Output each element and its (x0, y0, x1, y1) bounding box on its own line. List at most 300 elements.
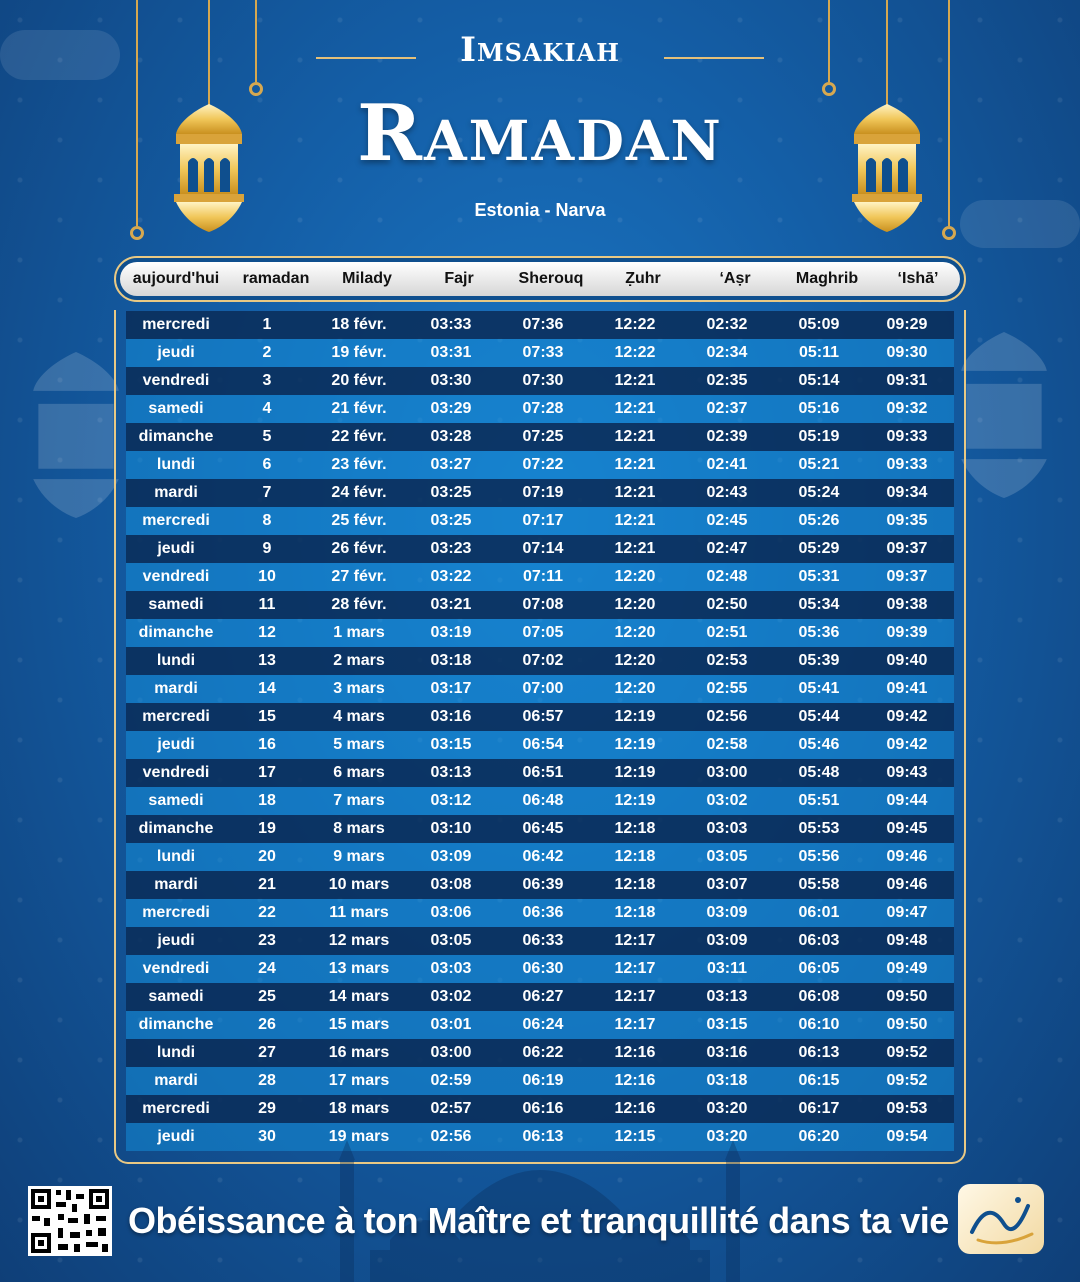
cell-asr: 03:05 (706, 848, 748, 865)
cell-milady: 14 mars (328, 988, 390, 1005)
cell-milady: 18 févr. (331, 316, 387, 333)
cell-milady: 8 mars (333, 820, 385, 837)
cell-ramadan: 25 (258, 988, 276, 1005)
cell-maghrib: 05:39 (798, 652, 840, 669)
cell-fajr: 03:12 (430, 792, 472, 809)
table-row (126, 983, 954, 1011)
cell-milady: 13 mars (328, 960, 390, 977)
cell-ramadan: 7 (262, 484, 272, 501)
cell-asr: 02:35 (706, 372, 748, 389)
cell-zuhr: 12:22 (614, 316, 656, 333)
cell-sherouq: 07:33 (522, 344, 564, 361)
cell-milady: 5 mars (333, 736, 385, 753)
cell-fajr: 03:10 (430, 820, 472, 837)
cell-maghrib: 05:26 (798, 512, 840, 529)
cell-zuhr: 12:21 (614, 400, 656, 417)
table-row (126, 1067, 954, 1095)
cell-sherouq: 06:16 (522, 1100, 564, 1117)
cell-milady: 18 mars (328, 1100, 390, 1117)
cell-zuhr: 12:22 (614, 344, 656, 361)
cell-asr: 02:58 (706, 736, 748, 753)
page-subtitle: Imsakiah (460, 30, 620, 70)
cell-maghrib: 06:01 (798, 904, 840, 921)
cell-sherouq: 06:57 (522, 708, 564, 725)
timetable-body (126, 311, 954, 1151)
cell-asr: 02:53 (706, 652, 748, 669)
cell-isha: 09:35 (886, 512, 928, 529)
cell-maghrib: 06:15 (798, 1072, 840, 1089)
cell-zuhr: 12:19 (614, 792, 656, 809)
cell-zuhr: 12:17 (614, 1016, 656, 1033)
cell-ramadan: 10 (258, 568, 276, 585)
cell-fajr: 03:05 (430, 932, 472, 949)
cell-fajr: 03:00 (430, 1044, 472, 1061)
cell-day: lundi (156, 652, 196, 669)
cell-isha: 09:33 (886, 428, 928, 445)
cell-fajr: 03:25 (430, 512, 472, 529)
cell-milady: 4 mars (333, 708, 385, 725)
cell-milady: 12 mars (328, 932, 390, 949)
cell-sherouq: 07:36 (522, 316, 564, 333)
header-milady: Milady (342, 270, 392, 287)
cell-zuhr: 12:21 (614, 456, 656, 473)
header-isha: ʻIshāʼ (897, 270, 939, 287)
cell-asr: 02:56 (706, 708, 748, 725)
cell-zuhr: 12:18 (614, 876, 656, 893)
cell-zuhr: 12:20 (614, 568, 656, 585)
cell-maghrib: 06:10 (798, 1016, 840, 1033)
cell-ramadan: 14 (258, 680, 276, 697)
cell-asr: 03:07 (706, 876, 748, 893)
cell-milady: 2 mars (333, 652, 385, 669)
cell-isha: 09:29 (886, 316, 928, 333)
cell-isha: 09:42 (886, 736, 928, 753)
cell-isha: 09:49 (886, 960, 928, 977)
cell-asr: 03:02 (706, 792, 748, 809)
cell-milady: 28 févr. (331, 596, 387, 613)
cell-maghrib: 06:03 (798, 932, 840, 949)
table-row (126, 955, 954, 983)
cell-maghrib: 05:14 (798, 372, 840, 389)
cell-fajr: 03:17 (430, 680, 472, 697)
cell-fajr: 03:28 (430, 428, 472, 445)
cell-zuhr: 12:16 (614, 1072, 656, 1089)
cell-day: jeudi (157, 540, 195, 557)
cell-zuhr: 12:20 (614, 624, 656, 641)
cell-ramadan: 27 (258, 1044, 276, 1061)
cell-asr: 03:15 (706, 1016, 748, 1033)
cell-zuhr: 12:17 (614, 932, 656, 949)
cell-sherouq: 06:45 (522, 820, 564, 837)
cell-maghrib: 05:46 (798, 736, 840, 753)
cell-asr: 03:20 (706, 1128, 748, 1145)
header-day: aujourd'hui (132, 270, 220, 287)
cell-maghrib: 05:16 (798, 400, 840, 417)
cell-day: vendredi (142, 372, 210, 389)
cell-zuhr: 12:18 (614, 848, 656, 865)
cell-ramadan: 4 (262, 400, 272, 417)
cell-sherouq: 06:27 (522, 988, 564, 1005)
cell-ramadan: 13 (258, 652, 276, 669)
table-row (126, 451, 954, 479)
cell-day: mercredi (142, 1100, 210, 1117)
cell-milady: 3 mars (333, 680, 385, 697)
cell-isha: 09:33 (886, 456, 928, 473)
cell-day: mardi (154, 876, 198, 893)
cell-asr: 02:43 (706, 484, 748, 501)
table-row (126, 731, 954, 759)
cell-day: mercredi (142, 708, 210, 725)
cell-fajr: 03:08 (430, 876, 472, 893)
cell-asr: 03:09 (706, 932, 748, 949)
cell-ramadan: 6 (262, 456, 272, 473)
cell-milady: 26 févr. (331, 540, 387, 557)
ghost-lantern-left-icon (28, 350, 124, 520)
cell-isha: 09:54 (886, 1128, 928, 1145)
cell-maghrib: 06:08 (798, 988, 840, 1005)
table-row (126, 703, 954, 731)
cell-day: lundi (156, 1044, 196, 1061)
app-logo-icon[interactable] (958, 1184, 1044, 1254)
table-row (126, 899, 954, 927)
cell-asr: 03:09 (706, 904, 748, 921)
cell-asr: 02:41 (706, 456, 748, 473)
cell-asr: 02:39 (706, 428, 748, 445)
table-row (126, 479, 954, 507)
cell-fajr: 03:01 (430, 1016, 472, 1033)
cell-zuhr: 12:19 (614, 764, 656, 781)
cell-isha: 09:50 (886, 1016, 928, 1033)
cell-day: samedi (148, 792, 204, 809)
cell-fajr: 03:23 (430, 540, 472, 557)
cell-maghrib: 05:34 (798, 596, 840, 613)
cell-fajr: 03:09 (430, 848, 472, 865)
cell-day: vendredi (142, 764, 210, 781)
cell-day: vendredi (142, 568, 210, 585)
cell-sherouq: 06:51 (522, 764, 564, 781)
cell-ramadan: 29 (258, 1100, 276, 1117)
cell-zuhr: 12:21 (614, 540, 656, 557)
cell-fajr: 03:13 (430, 764, 472, 781)
qr-code-icon[interactable] (28, 1186, 112, 1256)
cell-isha: 09:43 (886, 764, 928, 781)
cell-milady: 11 mars (329, 904, 389, 921)
cell-sherouq: 07:11 (522, 568, 564, 585)
cell-sherouq: 06:22 (522, 1044, 564, 1061)
ghost-lantern-right-icon (956, 330, 1052, 500)
cell-zuhr: 12:15 (614, 1128, 656, 1145)
table-row (126, 1011, 954, 1039)
table-row (126, 507, 954, 535)
cell-isha: 09:37 (886, 568, 928, 585)
cell-maghrib: 05:24 (798, 484, 840, 501)
cell-milady: 16 mars (328, 1044, 390, 1061)
logo-calligraphy-icon (958, 1184, 1044, 1254)
cell-fajr: 03:16 (430, 708, 472, 725)
cell-day: mardi (154, 1072, 198, 1089)
footer-slogan: Obéissance à ton Maître et tranquillité dans ta vie (128, 1200, 949, 1241)
cell-isha: 09:53 (886, 1100, 928, 1117)
page-title: Ramadan (357, 88, 723, 179)
cell-day: samedi (148, 400, 204, 417)
cell-zuhr: 12:20 (614, 596, 656, 613)
cell-ramadan: 1 (262, 316, 272, 333)
cell-maghrib: 05:09 (798, 316, 840, 333)
cell-zuhr: 12:18 (614, 904, 656, 921)
ring-left-1 (130, 226, 144, 240)
cell-sherouq: 06:36 (522, 904, 564, 921)
cell-isha: 09:44 (886, 792, 928, 809)
cell-sherouq: 07:28 (522, 400, 564, 417)
cell-sherouq: 06:39 (522, 876, 564, 893)
cell-isha: 09:34 (886, 484, 928, 501)
header-asr: ʻAṣr (719, 270, 751, 287)
cell-day: mercredi (142, 512, 210, 529)
cell-milady: 20 févr. (331, 372, 387, 389)
table-row (126, 367, 954, 395)
cell-zuhr: 12:21 (614, 428, 656, 445)
cell-zuhr: 12:17 (614, 988, 656, 1005)
cell-ramadan: 2 (262, 344, 272, 361)
cell-zuhr: 12:19 (614, 708, 656, 725)
cell-milady: 1 mars (333, 624, 385, 641)
cell-zuhr: 12:20 (614, 652, 656, 669)
table-row (126, 815, 954, 843)
cell-sherouq: 06:42 (522, 848, 564, 865)
cell-fajr: 03:03 (430, 960, 472, 977)
table-row (126, 843, 954, 871)
cell-sherouq: 06:48 (522, 792, 564, 809)
cell-fajr: 03:06 (430, 904, 472, 921)
cell-ramadan: 18 (258, 792, 276, 809)
cell-maghrib: 05:11 (798, 344, 840, 361)
cell-day: mardi (154, 680, 198, 697)
cell-ramadan: 5 (262, 428, 272, 445)
cell-isha: 09:52 (886, 1072, 928, 1089)
cell-fajr: 03:33 (430, 316, 472, 333)
cell-zuhr: 12:19 (614, 736, 656, 753)
cell-sherouq: 07:25 (522, 428, 564, 445)
cell-fajr: 02:59 (430, 1072, 472, 1089)
cell-milady: 9 mars (333, 848, 385, 865)
cell-ramadan: 19 (258, 820, 276, 837)
cell-sherouq: 06:13 (522, 1128, 564, 1145)
cell-sherouq: 06:33 (522, 932, 564, 949)
cell-ramadan: 23 (258, 932, 276, 949)
cell-maghrib: 05:58 (798, 876, 840, 893)
cell-asr: 02:48 (706, 568, 748, 585)
cell-milady: 6 mars (333, 764, 385, 781)
cell-milady: 19 févr. (331, 344, 387, 361)
cell-sherouq: 07:22 (522, 456, 564, 473)
cell-day: samedi (148, 596, 204, 613)
cell-maghrib: 05:36 (798, 624, 840, 641)
table-row (126, 675, 954, 703)
cell-sherouq: 07:17 (522, 512, 564, 529)
table-header-bar (114, 256, 966, 302)
cell-sherouq: 07:05 (522, 624, 564, 641)
cell-ramadan: 17 (258, 764, 276, 781)
cell-sherouq: 06:54 (522, 736, 564, 753)
cell-ramadan: 22 (258, 904, 276, 921)
cell-ramadan: 24 (258, 960, 276, 977)
table-row (126, 423, 954, 451)
cell-asr: 02:47 (706, 540, 748, 557)
cell-maghrib: 05:21 (798, 456, 840, 473)
cell-maghrib: 06:17 (798, 1100, 840, 1117)
cell-fajr: 03:22 (430, 568, 472, 585)
cell-day: mercredi (142, 316, 210, 333)
cell-day: dimanche (138, 820, 214, 837)
cell-zuhr: 12:17 (614, 960, 656, 977)
cell-milady: 17 mars (328, 1072, 390, 1089)
cell-ramadan: 15 (258, 708, 276, 725)
cell-isha: 09:32 (886, 400, 928, 417)
cell-asr: 02:32 (706, 316, 748, 333)
cell-zuhr: 12:20 (614, 680, 656, 697)
cell-ramadan: 20 (258, 848, 276, 865)
cell-maghrib: 05:51 (798, 792, 840, 809)
cell-maghrib: 05:44 (798, 708, 840, 725)
title-subtitle-wrap (0, 30, 1080, 70)
cell-asr: 03:16 (706, 1044, 748, 1061)
cell-maghrib: 05:56 (798, 848, 840, 865)
cell-sherouq: 06:24 (522, 1016, 564, 1033)
cell-day: jeudi (157, 736, 195, 753)
cell-ramadan: 26 (258, 1016, 276, 1033)
cell-day: vendredi (142, 960, 210, 977)
cell-day: jeudi (157, 1128, 195, 1145)
table-row (126, 619, 954, 647)
cell-asr: 03:11 (706, 960, 748, 977)
cell-asr: 02:51 (706, 624, 748, 641)
cell-day: jeudi (157, 344, 195, 361)
cell-milady: 7 mars (333, 792, 385, 809)
cell-isha: 09:37 (886, 540, 928, 557)
cell-milady: 21 févr. (331, 400, 387, 417)
table-row (126, 311, 954, 339)
cell-ramadan: 11 (258, 596, 276, 613)
cell-day: lundi (156, 456, 196, 473)
table-row (126, 395, 954, 423)
header-fajr: Fajr (444, 270, 474, 287)
cell-sherouq: 07:02 (522, 652, 564, 669)
cell-maghrib: 06:20 (798, 1128, 840, 1145)
cell-asr: 02:55 (706, 680, 748, 697)
cell-asr: 03:18 (706, 1072, 748, 1089)
cell-ramadan: 16 (258, 736, 276, 753)
cell-maghrib: 05:41 (798, 680, 840, 697)
cell-isha: 09:41 (886, 680, 928, 697)
cell-isha: 09:52 (886, 1044, 928, 1061)
table-row (126, 759, 954, 787)
table-header (120, 262, 960, 296)
cell-zuhr: 12:18 (614, 820, 656, 837)
cell-fajr: 03:27 (430, 456, 472, 473)
cell-milady: 19 mars (328, 1128, 390, 1145)
table-row (126, 871, 954, 899)
ring-right-1 (942, 226, 956, 240)
cell-fajr: 02:57 (430, 1100, 472, 1117)
cell-day: mardi (154, 484, 198, 501)
cell-ramadan: 3 (262, 372, 272, 389)
cell-isha: 09:39 (886, 624, 928, 641)
cell-isha: 09:45 (886, 820, 928, 837)
cell-isha: 09:46 (886, 848, 928, 865)
cell-zuhr: 12:21 (614, 512, 656, 529)
cell-milady: 24 févr. (331, 484, 387, 501)
table-row (126, 563, 954, 591)
cell-maghrib: 05:19 (798, 428, 840, 445)
cell-fajr: 03:18 (430, 652, 472, 669)
table-row (126, 339, 954, 367)
cell-fajr: 02:56 (430, 1128, 472, 1145)
cell-asr: 03:13 (706, 988, 748, 1005)
cell-sherouq: 06:19 (522, 1072, 564, 1089)
cell-milady: 23 févr. (331, 456, 387, 473)
cell-asr: 02:50 (706, 596, 748, 613)
cell-isha: 09:40 (886, 652, 928, 669)
cell-maghrib: 05:29 (798, 540, 840, 557)
cell-fajr: 03:02 (430, 988, 472, 1005)
cell-fajr: 03:21 (430, 596, 472, 613)
cell-sherouq: 07:08 (522, 596, 564, 613)
cell-ramadan: 12 (258, 624, 276, 641)
cell-sherouq: 07:14 (522, 540, 564, 557)
table-row (126, 927, 954, 955)
header-sherouq: Sherouq (518, 270, 584, 287)
cell-milady: 25 févr. (331, 512, 387, 529)
cell-day: lundi (156, 848, 196, 865)
cell-asr: 02:34 (706, 344, 748, 361)
cell-milady: 27 févr. (331, 568, 387, 585)
cell-zuhr: 12:21 (614, 372, 656, 389)
cell-fajr: 03:31 (430, 344, 472, 361)
cell-fajr: 03:15 (430, 736, 472, 753)
cell-maghrib: 06:05 (798, 960, 840, 977)
header-zuhr: Ẓuhr (625, 270, 661, 287)
cell-maghrib: 06:13 (798, 1044, 840, 1061)
cell-maghrib: 05:53 (798, 820, 840, 837)
table-row (126, 1095, 954, 1123)
cell-fajr: 03:30 (430, 372, 472, 389)
cell-day: samedi (148, 988, 204, 1005)
cell-asr: 02:37 (706, 400, 748, 417)
table-row (126, 1039, 954, 1067)
cell-milady: 22 févr. (331, 428, 387, 445)
cell-isha: 09:30 (886, 344, 928, 361)
cell-maghrib: 05:48 (798, 764, 840, 781)
cell-ramadan: 28 (258, 1072, 276, 1089)
cell-day: jeudi (157, 932, 195, 949)
cell-fajr: 03:25 (430, 484, 472, 501)
location-label: Estonia - Narva (474, 200, 606, 220)
cell-isha: 09:47 (886, 904, 928, 921)
cell-zuhr: 12:16 (614, 1044, 656, 1061)
cell-day: dimanche (138, 624, 214, 641)
cell-sherouq: 06:30 (522, 960, 564, 977)
cell-asr: 03:03 (706, 820, 748, 837)
cell-fajr: 03:19 (430, 624, 472, 641)
cell-isha: 09:48 (886, 932, 928, 949)
cell-ramadan: 8 (262, 512, 272, 529)
cell-isha: 09:38 (886, 596, 928, 613)
cell-sherouq: 07:00 (522, 680, 564, 697)
cell-ramadan: 30 (258, 1128, 276, 1145)
cell-asr: 03:20 (706, 1100, 748, 1117)
cell-zuhr: 12:16 (614, 1100, 656, 1117)
header-maghrib: Maghrib (795, 270, 859, 287)
